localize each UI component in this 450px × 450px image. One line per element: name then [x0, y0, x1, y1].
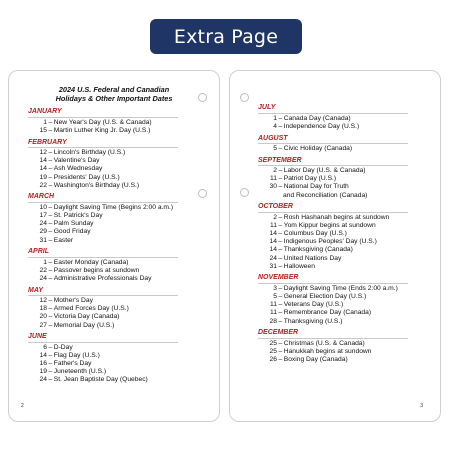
holiday-name: St. Patrick's Day — [53, 212, 103, 220]
dash-separator: – — [48, 266, 53, 274]
holiday-entry — [258, 230, 440, 238]
dash-separator: – — [278, 221, 283, 229]
dash-separator: – — [278, 167, 283, 174]
dash-separator: – — [278, 238, 283, 246]
dash-separator: – — [48, 165, 53, 173]
holiday-name: Hanukkah begins at sundown — [283, 347, 372, 355]
holiday-entry — [28, 149, 219, 157]
holiday-day: 14 — [39, 351, 47, 359]
holiday-day: 12 — [39, 297, 47, 305]
holiday-name: Indigenous Peoples' Day (U.S.) — [283, 238, 377, 246]
dash-separator: – — [48, 258, 53, 266]
holiday-day: 29 — [39, 228, 47, 236]
holiday-day: 17 — [39, 212, 47, 220]
holiday-day: 5 — [273, 145, 277, 152]
month-heading: SEPTEMBER — [258, 157, 408, 167]
holiday-name: Father's Day — [53, 360, 92, 368]
holiday-name: Easter — [53, 236, 74, 244]
holiday-entry — [258, 348, 440, 356]
holiday-name: National Day for Truth — [283, 183, 349, 191]
holiday-day: 14 — [269, 238, 277, 246]
holiday-name: Lincoln's Birthday (U.S.) — [53, 149, 126, 156]
holiday-name: St. Jean Baptiste Day (Quebec) — [53, 376, 148, 384]
holiday-day: 22 — [39, 181, 47, 189]
month-heading: JANUARY — [28, 108, 178, 118]
holiday-entry — [258, 183, 440, 199]
holiday-entry — [28, 174, 219, 182]
holiday-day: 16 — [39, 360, 47, 368]
holiday-day: 22 — [39, 266, 47, 274]
holiday-entry — [258, 175, 440, 183]
holiday-day: 6 — [43, 343, 47, 351]
holiday-entry — [258, 356, 440, 364]
holiday-entry — [258, 301, 440, 309]
holiday-day: 14 — [39, 157, 47, 165]
holiday-day: 5 — [273, 293, 277, 301]
holiday-name: Daylight Saving Time (Ends 2:00 a.m.) — [283, 284, 398, 292]
dash-separator: – — [48, 212, 53, 220]
month-heading: OCTOBER — [258, 203, 408, 213]
holiday-entry — [28, 267, 219, 275]
dash-separator: – — [278, 347, 283, 355]
holiday-day: 3 — [273, 284, 277, 292]
holiday-entry — [28, 360, 219, 368]
holiday-name: Memorial Day (U.S.) — [53, 321, 115, 329]
holiday-day: 24 — [39, 376, 47, 384]
holiday-day: 14 — [39, 165, 47, 173]
holiday-entry — [258, 246, 440, 254]
holiday-day: 11 — [270, 309, 277, 317]
dash-separator: – — [278, 145, 283, 152]
holiday-entry — [258, 167, 440, 175]
holiday-day: 31 — [269, 262, 277, 270]
page-title-line: 2024 U.S. Federal and Canadian — [58, 85, 170, 94]
holiday-name: Administrative Professionals Day — [53, 275, 152, 283]
holiday-name: Washington's Birthday (U.S.) — [53, 181, 140, 189]
binder-hole-icon — [240, 93, 249, 102]
holiday-day: 24 — [39, 220, 47, 228]
dash-separator: – — [48, 220, 53, 228]
holiday-name: Daylight Saving Time (Begins 2:00 a.m.) — [53, 203, 174, 211]
dash-separator: – — [278, 284, 283, 292]
holiday-entry — [28, 376, 219, 384]
holiday-day: 1 — [43, 258, 47, 266]
holiday-name: Christmas (U.S. & Canada) — [283, 339, 365, 347]
holiday-name: Thanksgiving (U.S.) — [283, 317, 343, 325]
holiday-name: Labor Day (U.S. & Canada) — [283, 167, 366, 174]
holiday-entry — [258, 263, 440, 271]
holiday-day: 30 — [269, 183, 277, 191]
month-heading: JUNE — [28, 333, 178, 343]
holiday-name: Ash Wednesday — [53, 165, 103, 173]
holiday-name: Armed Forces Day (U.S.) — [53, 305, 129, 313]
dash-separator: – — [48, 149, 53, 156]
holiday-entry — [258, 309, 440, 317]
holiday-entry — [258, 318, 440, 326]
holiday-entry — [258, 145, 440, 153]
holiday-day: 26 — [269, 356, 277, 364]
dash-separator: – — [278, 309, 283, 317]
dash-separator: – — [278, 246, 283, 254]
holiday-name-continuation: and Reconciliation (Canada) — [283, 191, 368, 199]
holiday-day: 28 — [269, 317, 277, 325]
holiday-name: Palm Sunday — [53, 220, 94, 228]
holiday-entry — [28, 322, 219, 330]
holiday-name: Canada Day (Canada) — [283, 114, 351, 122]
holiday-name: Passover begins at sundown — [53, 266, 140, 274]
holiday-name: Rosh Hashanah begins at sundown — [283, 213, 390, 221]
holiday-name: Independence Day (U.S.) — [283, 123, 360, 130]
dash-separator: – — [278, 230, 283, 238]
holiday-day: 11 — [270, 175, 277, 183]
dash-separator: – — [48, 313, 53, 321]
dash-separator: – — [48, 203, 53, 211]
holiday-day: 4 — [273, 123, 277, 130]
dash-separator: – — [278, 317, 283, 325]
holiday-name: Veterans Day (U.S.) — [283, 301, 344, 309]
holiday-name: Mother's Day — [53, 297, 93, 305]
month-heading: MAY — [28, 287, 178, 297]
holiday-entry — [258, 222, 440, 230]
holiday-day: 24 — [39, 275, 47, 283]
dash-separator: – — [278, 123, 283, 130]
dash-separator: – — [48, 360, 53, 368]
holiday-entry — [28, 368, 219, 376]
month-heading: NOVEMBER — [258, 274, 408, 284]
holiday-name: Patriot Day (U.S.) — [283, 175, 337, 183]
binder-hole-icon — [198, 93, 207, 102]
dash-separator: – — [278, 254, 283, 262]
holiday-entry — [28, 204, 219, 212]
holiday-list — [28, 105, 219, 385]
dash-separator: – — [48, 181, 53, 189]
holiday-entry — [28, 127, 219, 135]
holiday-day: 25 — [269, 347, 277, 355]
holiday-name: Thanksgiving (Canada) — [283, 246, 353, 254]
right-page — [229, 70, 441, 422]
holiday-entry — [28, 259, 219, 267]
holiday-entry — [258, 285, 440, 293]
holiday-entry — [28, 344, 219, 352]
holiday-entry — [28, 157, 219, 165]
holiday-entry — [28, 228, 219, 236]
holiday-entry — [258, 340, 440, 348]
dash-separator: – — [278, 262, 283, 270]
holiday-name: Valentine's Day — [53, 157, 100, 165]
dash-separator: – — [48, 321, 53, 329]
dash-separator: – — [278, 301, 283, 309]
page-title-line: Holidays & Other Important Dates — [55, 94, 173, 103]
holiday-name: General Election Day (U.S.) — [283, 293, 367, 301]
holiday-day: 20 — [39, 313, 47, 321]
dash-separator: – — [278, 114, 283, 122]
holiday-day: 24 — [269, 254, 277, 262]
holiday-name: Halloween — [283, 262, 315, 270]
extra-page-badge: Extra Page — [150, 19, 302, 54]
month-heading: MARCH — [28, 193, 178, 203]
holiday-name: Civic Holiday (Canada) — [283, 145, 353, 152]
dash-separator: – — [48, 351, 53, 359]
dash-separator: – — [48, 368, 53, 376]
holiday-day: 18 — [39, 305, 47, 313]
dash-separator: – — [278, 339, 283, 347]
month-heading: AUGUST — [258, 135, 408, 145]
month-heading: DECEMBER — [258, 329, 408, 339]
month-heading: JULY — [258, 104, 408, 114]
dash-separator: – — [48, 275, 53, 283]
holiday-day: 1 — [43, 118, 47, 126]
dash-separator: – — [278, 213, 283, 221]
holiday-entry — [28, 297, 219, 305]
holiday-day: 19 — [39, 173, 47, 181]
holiday-entry — [28, 220, 219, 228]
holiday-name: Columbus Day (U.S.) — [283, 230, 347, 238]
holiday-entry — [258, 214, 440, 222]
dash-separator: – — [278, 183, 283, 191]
holiday-entry — [258, 293, 440, 301]
holiday-entry — [28, 275, 219, 283]
holiday-day: 11 — [270, 221, 277, 229]
dash-separator: – — [278, 175, 283, 183]
holiday-entry — [258, 115, 440, 123]
month-heading: FEBRUARY — [28, 139, 178, 149]
dash-separator: – — [48, 127, 53, 134]
holiday-day: 2 — [273, 167, 277, 174]
holiday-name: United Nations Day — [283, 254, 342, 262]
holiday-entry — [28, 119, 219, 127]
binder-hole-icon — [240, 188, 249, 197]
page-number: 2 — [21, 403, 24, 409]
holiday-name: Martin Luther King Jr. Day (U.S.) — [53, 127, 151, 134]
month-heading: APRIL — [28, 248, 178, 258]
holiday-day: 12 — [39, 149, 47, 156]
holiday-day: 2 — [273, 213, 277, 221]
holiday-list — [258, 101, 440, 364]
dash-separator: – — [48, 297, 53, 305]
holiday-day: 31 — [39, 236, 47, 244]
holiday-entry — [258, 123, 440, 131]
holiday-day: 14 — [269, 230, 277, 238]
holiday-name: Juneteenth (U.S.) — [53, 368, 107, 376]
holiday-name: Remembrance Day (Canada) — [283, 309, 372, 317]
dash-separator: – — [48, 376, 53, 384]
holiday-entry — [28, 165, 219, 173]
holiday-day: 11 — [270, 301, 277, 309]
dash-separator: – — [48, 343, 53, 351]
dash-separator: – — [278, 293, 283, 301]
holiday-day: 25 — [269, 339, 277, 347]
holiday-name: Boxing Day (Canada) — [283, 356, 348, 364]
holiday-name: D-Day — [53, 343, 73, 351]
dash-separator: – — [48, 157, 53, 165]
page-number: 3 — [420, 403, 423, 409]
holiday-entry — [258, 255, 440, 263]
holiday-day: 1 — [273, 114, 277, 122]
holiday-name: New Year's Day (U.S. & Canada) — [53, 118, 152, 126]
holiday-day: 27 — [39, 321, 47, 329]
holiday-day: 15 — [39, 127, 47, 134]
holiday-entry — [28, 313, 219, 321]
holiday-entry — [28, 182, 219, 190]
holiday-entry — [28, 212, 219, 220]
left-page — [8, 70, 220, 422]
holiday-name: Good Friday — [53, 228, 91, 236]
dash-separator: – — [48, 305, 53, 313]
holiday-day: 19 — [39, 368, 47, 376]
dash-separator: – — [48, 118, 53, 126]
holiday-day: 14 — [269, 246, 277, 254]
holiday-name: Yom Kippur begins at sundown — [283, 221, 376, 229]
holiday-entry — [28, 237, 219, 245]
holiday-name: Presidents' Day (U.S.) — [53, 173, 120, 181]
dash-separator: – — [48, 236, 53, 244]
dash-separator: – — [48, 173, 53, 181]
holiday-entry — [258, 238, 440, 246]
holiday-name: Victoria Day (Canada) — [53, 313, 120, 321]
holiday-name: Flag Day (U.S.) — [53, 351, 100, 359]
holiday-name: Easter Monday (Canada) — [53, 258, 129, 266]
holiday-entry — [28, 305, 219, 313]
holiday-day: 10 — [39, 203, 47, 211]
page-title — [29, 85, 199, 103]
holiday-entry — [28, 352, 219, 360]
dash-separator: – — [48, 228, 53, 236]
dash-separator: – — [278, 356, 283, 364]
